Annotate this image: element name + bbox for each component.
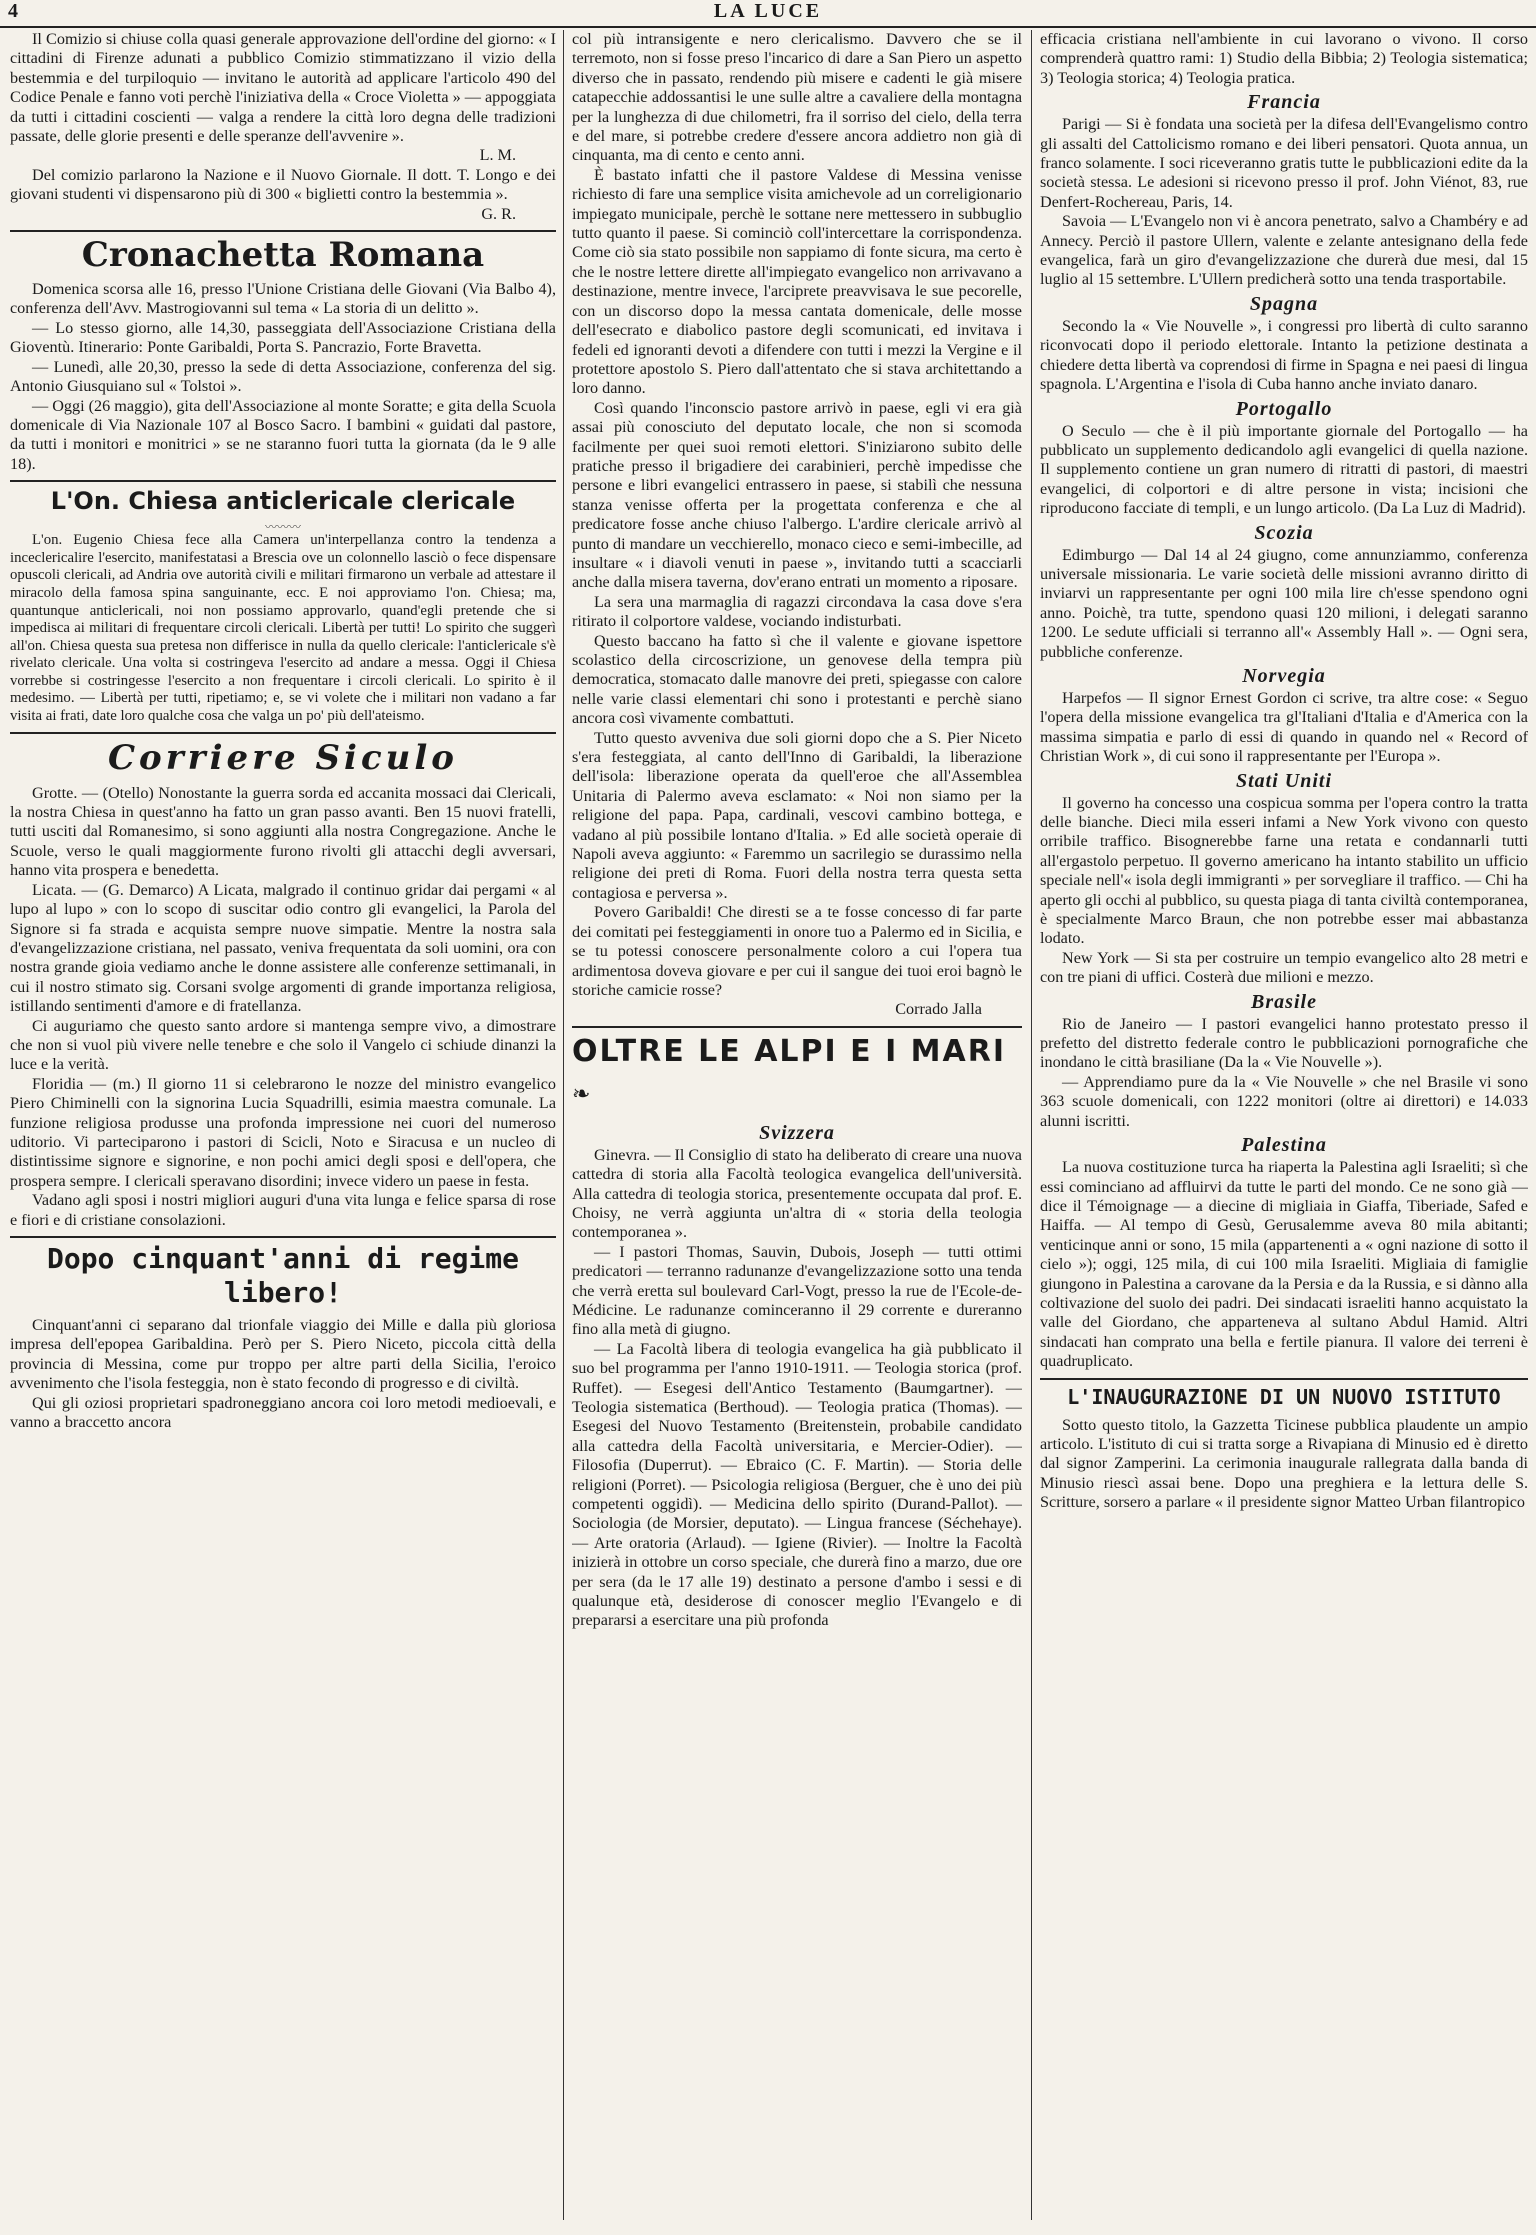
- section-rule: [10, 480, 556, 482]
- article-paragraph: Il governo ha concesso una cospicua somma per l'opera contro la tratta delle bianche. Dieci mila esseri infami a New York vivono con questo orribile traffico. Bisognerebbe farne una retata e condannarli tutti all'ergastolo perpetuo. Il governo americano ha intanto stabilito un ufficio speciale nell'« isola degli immigranti » per sorvegliare il traffico. — Chi ha aperto gli occhi al pubblico, su questa piaga di tanta civiltà contemporanea, è specialmente Marco Braun, che non potrebbe esser mai abbastanza lodato.: [1040, 793, 1528, 948]
- article-paragraph: — Oggi (26 maggio), gita dell'Associazione al monte Soratte; e gita della Scuola domenicale di Via Nazionale 107 al Bosco Sacro. I bambini « guidati dal pastore, da tutti i monitori e monitrici » se ne staranno fuori tutta la giornata (da le 9 alle 18).: [10, 396, 556, 473]
- article-paragraph: È bastato infatti che il pastore Valdese di Messina venisse richiesto di fare una semplice visita amichevole ad un correligionario impiegato municipale, perchè le sottane nere mettessero in subbuglio tutto quanto il paese. Si cominciò coll'intercettare la corrispondenza. Come ciò sia stato possibile non sappiamo di fonte sicura, ma certo è che le nostre lettere dirette all'impiegato evangelico non arrivavano a destinazione, mentre invece, l'arciprete preavvisava le sue pecorelle, con un discorso dopo la messa cantata domenicale, delle mosse dell'esecrato e diabolico pastore degli scomunicati, ed invitava i fedeli ed ignoranti devoti a difendere con tutti i mezzi la Vergine e il protettore apostolo S. Piero dall'attentato che si stava architettando a loro danno.: [572, 165, 1022, 398]
- page-header: [0, 0, 1536, 28]
- subsection-stati-uniti: Stati Uniti: [1235, 769, 1333, 792]
- section-title-chiesa: L'On. Chiesa anticlericale clericale: [50, 487, 516, 516]
- subsection-scozia: Scozia: [1254, 521, 1314, 544]
- article-paragraph: Tutto questo avveniva due soli giorni dopo che a S. Pier Niceto s'era festeggiata, al canto dell'Inno di Garibaldi, la liberazione dell'isola: liberazione operata da quell'eroe che all'Assemblea Unitaria di Palermo aveva esclamato: « Noi non siamo per la religione del papa. Papa, cardinali, vescovi cambino bottega, e vadano al più possibile lontano d'Italia. » Ed alle società operaie di Napoli aveva aggiunto: « Faremmo un sacrilegio se durassimo nella religione dei preti di Roma. Fuori della nostra terra questa setta contagiosa e perversa ».: [572, 728, 1022, 902]
- article-paragraph: La sera una marmaglia di ragazzi circondava la casa dove s'era ritirato il colportore valdese, vociando indisturbati.: [572, 592, 1022, 631]
- column-2: [572, 30, 1022, 2225]
- article-paragraph: — Lo stesso giorno, alle 14,30, passeggiata dell'Associazione Cristiana della Gioventù. Itinerario: Ponte Garibaldi, Porta S. Pancrazio, Forte Bravetta.: [10, 318, 556, 357]
- article-paragraph: — I pastori Thomas, Sauvin, Dubois, Joseph — tutti ottimi predicatori — terranno radunanze d'evangelizzazione sotto una tenda che verrà eretta sul boulevard Carl-Vogt, presso la rue de l'Ecole-de-Médicine. Le radunanze cominceranno il 29 corrente e dureranno fino alla metà di giugno.: [572, 1242, 1022, 1339]
- article-paragraph: Rio de Janeiro — I pastori evangelici hanno protestato presso il prefetto del distretto federale contro le pubblicazioni pornografiche che inondano le città brasiliane (Da la « Vie Nouvelle »).: [1040, 1014, 1528, 1072]
- ornament: 〰〰〰: [264, 520, 301, 535]
- article-paragraph: New York — Si sta per costruire un tempio evangelico alto 28 metri e con tre piani di uffici. Costerà due milioni e mezzo.: [1040, 948, 1528, 987]
- oltre-title-text: OLTRE LE ALPI E I MARI: [572, 1033, 1007, 1069]
- section-title-cronachetta: Cronachetta Romana: [81, 235, 485, 276]
- article-paragraph: Edimburgo — Dal 14 al 24 giugno, come annunziammo, conferenza universale missionaria. Le varie società delle missioni avranno diritto di inviarvi un rappresentante per ogni 100 mila lire ch'esse spendono ogni anno. Poichè, tra tutte, spendono quasi 120 milioni, i delegati saranno 1200. Le sedute ufficiali si terranno all'« Assembly Hall ». — Ogni sera, pubbliche conferenze.: [1040, 545, 1528, 661]
- article-paragraph: Povero Garibaldi! Che diresti se a te fosse concesso di far parte dei comitati pei festeggiamenti in onore tuo a Palermo ed in Sicilia, e se tu potessi conoscere personalmente coloro a cui l'opera tua ardimentosa doveva giovare e per cui il sangue dei tuoi eroi bagnò le storiche camicie rosse?: [572, 903, 1022, 999]
- article-paragraph: Grotte. — (Otello) Nonostante la guerra sorda ed accanita mossaci dai Clericali, la nostra Chiesa in quest'anno ha fatto un gran passo avanti. Ben 15 nuovi fratelli, tutti usciti dal Romanesimo, si sono aggiunti alla nostra Congregazione. Anche le Scuole, verso le quali maggiormente furono rivolti gli attacchi degli avversari, hanno vita prospera e benedetta.: [10, 783, 556, 880]
- article-paragraph: Licata. — (G. Demarco) A Licata, malgrado il continuo gridar dai pergami « al lupo al lupo » con lo scopo di suscitar odio contro gli evangelici, la Parola del Signore si fa strada e acquista sempre nuove simpatie. Mentre la nostra sala d'evangelizzazione cristiana, nel passato, veniva frequentata da soli uomini, ora con nostra grande gioia vediamo anche le donne assistere alle conferenze settimanali, in cui il nostro stimato sig. Corsani svolge argomenti di grande importanza religiosa, istillando sentimenti d'amore e di fratellanza.: [10, 880, 556, 1016]
- signature: L. M.: [479, 146, 516, 165]
- article-paragraph: Savoia — L'Evangelo non vi è ancora penetrato, salvo a Chambéry e ad Annecy. Perciò il pastore Ullern, valente e zelante antesignano della fede evangelica, farà un giro d'evangelizzazione che durerà due mesi, dal 15 luglio al 15 settembre. L'Ullern predicherà sotto una tenda trasportabile.: [1040, 212, 1528, 289]
- subsection-francia: Francia: [1247, 91, 1321, 114]
- subsection-svizzera: Svizzera: [759, 1121, 835, 1144]
- subsection-brasile: Brasile: [1251, 990, 1317, 1013]
- section-rule: [10, 732, 556, 734]
- subsection-spagna: Spagna: [1249, 292, 1319, 315]
- section-rule: [572, 1026, 1022, 1028]
- article-paragraph: — La Facoltà libera di teologia evangelica ha già pubblicato il suo bel programma per l'anno 1910-1911. — Teologia storica (prof. Ruffet). — Esegesi dell'Antico Testamento (Baumgartner). — Teologia sistematica (Berthoud). — Teologia pratica (Thomas). — Esegesi del Nuovo Testamento (Breitenstein, probabile candidato alla cattedra della Facoltà universitaria, e Mercier-Odier). — Filosofia (Duperrut). — Ebraico (C. F. Martin). — Storia delle religioni (Porret). — Psicologia religiosa (Berguer, che è uno dei più competenti oggidì). — Medicina dello spirito (Durand-Pallot). — Sociologia (de Morsier, deputato). — Lingua francese (Séchehaye). — Arte oratoria (Arlaud). — Igiene (Rivier). — Inoltre la Facoltà inizierà in ottobre un corso speciale, che durerà fino a marzo, due ore per sera (da le 17 alle 19) destinato a persone d'ambo i sessi e di qualunque età, desiderose di conoscer meglio l'Evangelo e di prepararsi a esercitare una più profonda: [572, 1339, 1022, 1630]
- article-paragraph: Così quando l'inconscio pastore arrivò in paese, egli vi era già assai più conosciuto del deputato locale, che non si scomoda facilmente per quei suoi remoti elettori. S'iniziarono subito delle pratiche presso il brigadiere dei carabinieri, perchè impedisse che persone e libri evangelici entrassero in paese, si stabilì che nessuna stanza venisse offerta per la progettata conferenza e che al predicatore fosse anche chiuso l'albergo. L'ardire clericale arrivò al punto di mandare un vecchierello, monaco cieco e semi-imbecille, ad insultare « i diavoli venuti in paese », invitando tutti a scacciarli anche dalla misera taverna, dov'erano entrati un momento a riposare.: [572, 398, 1022, 592]
- article-paragraph: Qui gli oziosi proprietari spadroneggiano ancora coi loro metodi medioevali, e vanno a braccetto ancora: [10, 1393, 556, 1432]
- intro-paragraph: Il Comizio si chiuse colla quasi generale approvazione dell'ordine del giorno: « I cittadini di Firenze adunati a pubblico Comizio stimmatizzano il vizio della bestemmia e del turpiloquio — invitano le autorità ad applicare l'articolo 490 del Codice Penale e fanno voti perchè l'iniziativa della « Croce Violetta » — appoggiata da tutti i cittadini coscienti — valga a rendere la città loro degna delle tradizioni passate, delle glorie presenti e delle speranze dell'avvenire ».: [10, 30, 556, 146]
- intro-paragraph: Del comizio parlarono la Nazione e il Nuovo Giornale. Il dott. T. Longo e dei giovani studenti vi dispensarono più di 300 « biglietti contro la bestemmia ».: [10, 165, 556, 204]
- article-paragraph: Cinquant'anni ci separano dal trionfale viaggio dei Mille e dalla più gloriosa impresa dell'epopea Garibaldina. Però per S. Piero Niceto, piccola città della provincia di Messina, come pur troppo per altre parti della Sicilia, l'eroico avvenimento che l'isola festeggia, non è stato fecondo di progresso e di civiltà.: [10, 1316, 556, 1393]
- article-paragraph: Parigi — Si è fondata una società per la difesa dell'Evangelismo contro gli assalti del Cattolicismo romano e dei liberi pensatori. Quota annua, un franco solamente. I soci riceveranno gratis tutte le pubblicazioni edite da la società stessa. Le adesioni si ricevono presso il prof. John Viénot, 83, rue Denfert-Rochereau, Paris, 14.: [1040, 115, 1528, 211]
- column-3: [1040, 30, 1528, 2225]
- article-paragraph: — Apprendiamo pure da la « Vie Nouvelle » che nel Brasile vi sono 363 scuole domenicali, con 1222 monitori (oltre ai direttori) e 14.033 alunni iscritti.: [1040, 1072, 1528, 1130]
- masthead-title: LA LUCE: [713, 0, 823, 22]
- column-divider: [1031, 30, 1032, 2220]
- section-title-dopo: Dopo cinquant'anni di regime libero!: [46, 1242, 519, 1309]
- article-paragraph: — Lunedì, alle 20,30, presso la sede di detta Associazione, conferenza del sig. Antonio Giusquiano sul « Tolstoi ».: [10, 357, 556, 396]
- article-paragraph: efficacia cristiana nell'ambiente in cui lavorano o vivono. Il corso comprenderà quattro rami: 1) Studio della Bibbia; 2) Teologia sistematica; 3) Teologia storica; 4) Teologia pratica.: [1040, 30, 1528, 87]
- column-1: [10, 30, 556, 2225]
- section-title-inaugurazione: L'INAUGURAZIONE DI UN NUOVO ISTITUTO: [1067, 1384, 1501, 1409]
- article-paragraph: L'on. Eugenio Chiesa fece alla Camera un'interpellanza contro la tendenza a inceclericalire l'esercito, manifestatasi a Brescia ove un colonnello lasciò o fece dispensare opuscoli clericali, ad Andria ove autorità civili e militari firmarono un verbale ad attestare il miracolo della famosa spina sanguinante, ecc. E noi approviamo l'on. Chiesa; ma, quantunque anticlericali, noi non possiamo approvarlo, quand'egli pretende che si impedisca ai militari di frequentare circoli clericali. Libertà per tutti! Lo spirito che suggerì all'on. Chiesa questa sua pretesa non differisce in nulla da quello clericale: l'anticlericale s'è rivelato clericale. Una volta si costringeva l'esercito ad andare a messa. Oggi il Chiesa vorrebbe si costringesse l'esercito a non frequentare i circoli clericali. Lo spirito è il medesimo. — Libertà per tutti, ripetiamo; e, se vi volete che i militari non vadano a far visita ai frati, date loro qualche cosa che valga un po' più dell'ateismo.: [10, 532, 556, 725]
- signature: Corrado Jalla: [895, 1000, 982, 1019]
- article-paragraph: Floridia — (m.) Il giorno 11 si celebrarono le nozze del ministro evangelico Piero Chiminelli con la signorina Lucia Squadrilli, esimia maestra comunale. La funzione religiosa produsse una profonda impressione nei cuori del numeroso uditorio. Vi parteciparono i pastori di Scicli, Noto e Siracusa e un nucleo di distintissime signore e signorine, e non pochi amici degli sposi e dell'opera, che prospera sempre. I clericali speravano disordini; invece videro un paese in festa.: [10, 1074, 556, 1190]
- section-title-corriere: Corriere Siculo: [108, 737, 458, 778]
- article-paragraph: Sotto questo titolo, la Gazzetta Ticinese pubblica plaudente un ampio articolo. L'istituto di cui si tratta sorge a Rivapiana di Minusio ed è diretto dal signor Zamperini. La cerimonia inaugurale rallegrata dalla banda di Minusio riescì assai bene. Dopo una preghiera e la lettura delle S. Scritture, sorsero a parlare « il presidente signor Matteo Urban filantropico: [1040, 1415, 1528, 1512]
- article-paragraph: col più intransigente e nero clericalismo. Davvero che se il terremoto, non si fosse preso l'incarico di dare a San Piero un aspetto diverso che in passato, rendendo più misere e cadenti le già misere catapecchie addossantisi le une sulle altre a cavaliere della montagna per la lunghezza di due chilometri, fra il sorriso del cielo, della terra e del mare, si potrebbe credere d'essere ancora addietro non già di cinquanta, ma di cento e cento anni.: [572, 30, 1022, 165]
- subsection-portogallo: Portogallo: [1235, 397, 1333, 420]
- article-paragraph: O Seculo — che è il più importante giornale del Portogallo — ha pubblicato un supplemento dedicandolo agli evangelici di quella nazione. Il supplemento contiene un gran numero di ritratti di pastori, di maestri evangelici, di colportori e di altre persone in vista; incisioni che riproducono facciate di templi, e un lungo articolo. (Da La Luz di Madrid).: [1040, 421, 1528, 518]
- signature: G. R.: [481, 204, 516, 223]
- article-paragraph: Questo baccano ha fatto sì che il valente e giovane ispettore scolastico della circoscrizione, un genovese della tempra più democratica, stomacato dalle manovre dei preti, spiegasse con calore nelle varie classi elementari chi sono i protestanti e perchè siano ancora così vivamente combattuti.: [572, 631, 1022, 728]
- subsection-norvegia: Norvegia: [1242, 664, 1326, 687]
- article-paragraph: Ginevra. — Il Consiglio di stato ha deliberato di creare una nuova cattedra di storia alla Facoltà teologica evangelica dell'università. Alla cattedra di teologia storica, presentemente occupata dal prof. E. Choisy, ne verrà aggiunta un'altra di « storia della teologia contemporanea ».: [572, 1145, 1022, 1242]
- section-title-oltre: [572, 1032, 1022, 1115]
- ornament-icon: ❧: [572, 1081, 593, 1107]
- article-paragraph: Ci auguriamo che questo santo ardore si mantenga sempre vivo, a dimostrare che non si vuol più vivere nelle tenebre e che solo il Vangelo ci schiude dinanzi la luce e la verità.: [10, 1016, 556, 1074]
- page-number: 4: [8, 0, 18, 22]
- section-rule: [10, 230, 556, 232]
- section-rule: [10, 1236, 556, 1238]
- article-paragraph: Harpefos — Il signor Ernest Gordon ci scrive, tra altre cose: « Seguo l'opera della missione evangelica tra gl'Italiani d'Italia e d'America con la massima simpatia e parlo di essi di quando in quando nel « Record of Christian Work », di cui sono il rappresentante per l'Europa ».: [1040, 688, 1528, 766]
- article-paragraph: Secondo la « Vie Nouvelle », i congressi pro libertà di culto saranno riconvocati dopo il periodo elettorale. Intanto la petizione destinata a chiedere detta libertà va coprendosi di firme in Spagna e nei paesi di lingua spagnola. L'Argentina e l'isola di Cuba hanno anche inviato danaro.: [1040, 316, 1528, 394]
- article-paragraph: Vadano agli sposi i nostri migliori auguri d'una vita lunga e felice sparsa di rose e fiori e di cristiane consolazioni.: [10, 1191, 556, 1229]
- subsection-palestina: Palestina: [1241, 1134, 1327, 1157]
- column-divider: [563, 30, 564, 2220]
- article-paragraph: La nuova costituzione turca ha riaperta la Palestina agli Israeliti; sì che essi cominciano ad affluirvi da tutte le parti del mondo. Ce ne sono già — dice il Témoignage — a diecine di migliaia in Giaffa, Tiberiade, Safed e Haiffa. — Al tempo di Gesù, Gerusalemme aveva 80 mila abitanti; venticinque anni or sono, 15 mila (appartenenti a « ogni nazione di sotto il cielo »); oggi, 125 mila, di cui 100 mila Israeliti. Migliaia di famiglie giungono in Palestina a carovane da la Persia e da la Russia, e si dànno alla coltivazione del suolo dei padri. Dei sindacati israeliti hanno acquistato la valle del Giordano, che apparteneva al sultano Abdul Hamid. Altri sindacati han comprato una bella e fertile pianura. Il valore dei terreni è quadruplicato.: [1040, 1158, 1528, 1371]
- article-paragraph: Domenica scorsa alle 16, presso l'Unione Cristiana delle Giovani (Via Balbo 4), conferenza dell'Avv. Mastrogiovanni sul tema « La storia di un delitto ».: [10, 280, 556, 318]
- section-rule: [1040, 1378, 1528, 1380]
